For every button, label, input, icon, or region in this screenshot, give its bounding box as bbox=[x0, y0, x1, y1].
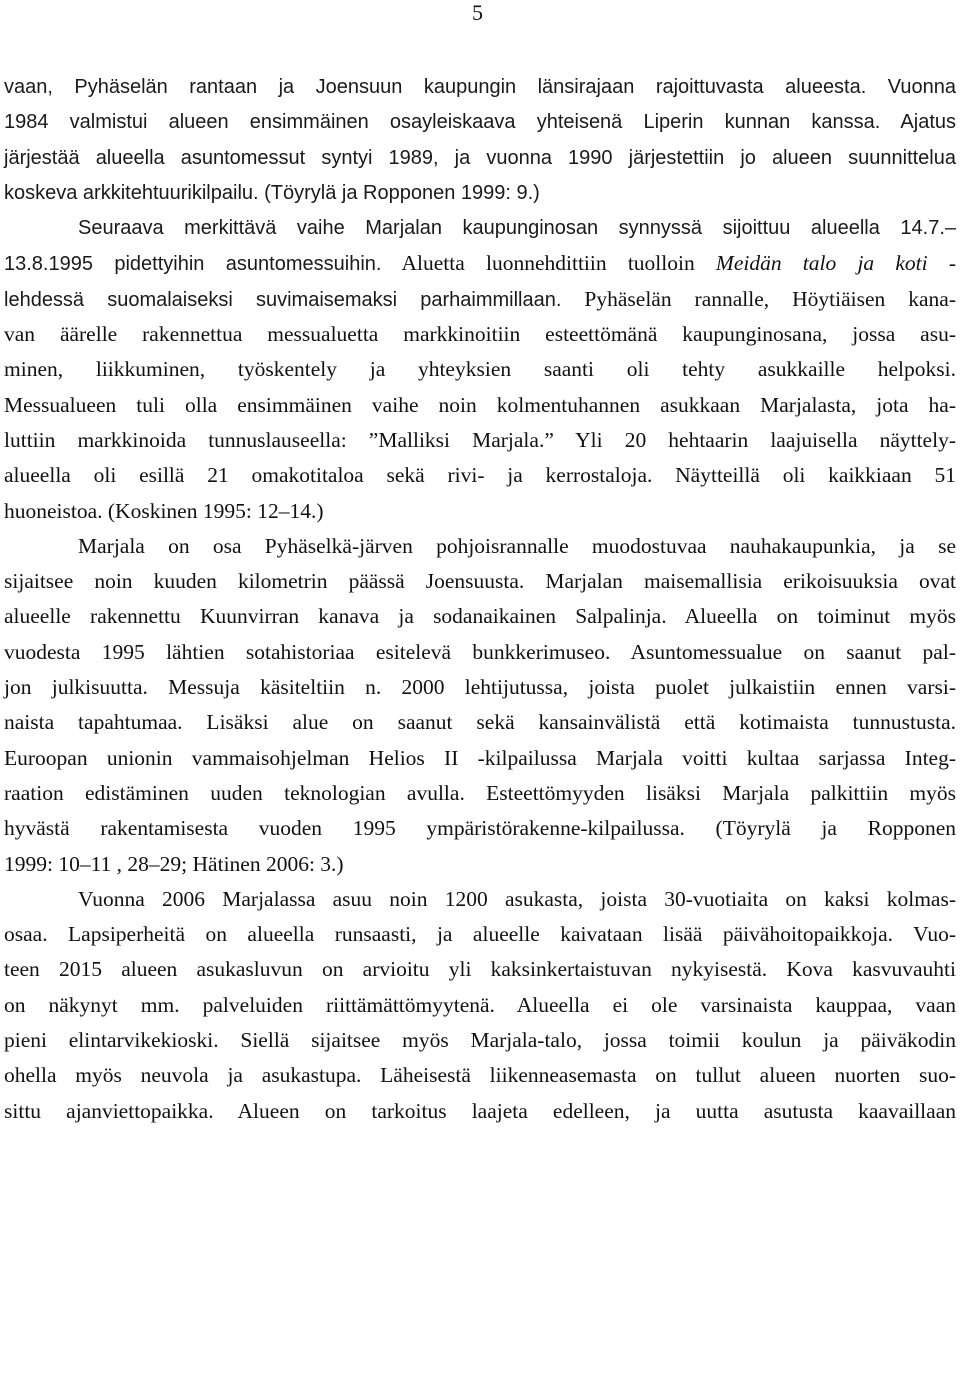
text-line-27: on näkynyt mm. palveluiden riittämättömyytenä. Alueella ei ole varsinaista kauppaa, vaan bbox=[4, 992, 956, 1017]
text-line-16: alueelle rakennettu Kuunvirran kanava ja sodanaikainen Salpalinja. Alueella on toiminut myös bbox=[4, 604, 956, 629]
text-line-11: luttiin markkinoida tunnuslauseella: ”Malliksi Marjala.” Yli 20 hehtaarin laajuisella näyttely- bbox=[4, 427, 956, 452]
text-span-serif: Pyhäselän rannalle, Höytiäisen kana- bbox=[561, 286, 956, 311]
text-line-26: teen 2015 alueen asukasluvun on arvioitu yli kaksinkertaistuvan nykyisestä. Kova kasvuvauhti bbox=[4, 957, 956, 982]
text-line-6 bbox=[0, 246, 960, 281]
text-line-22: hyvästä rakentamisesta vuoden 1995 ympäristörakenne-kilpailussa. (Töyrylä ja Ropponen bbox=[4, 816, 956, 841]
text-line-29: ohella myös neuvola ja asukastupa. Läheisestä liikenneasemasta on tullut alueen nuorten suo- bbox=[4, 1063, 956, 1088]
text-line-15: sijaitsee noin kuuden kilometrin päässä Joensuusta. Marjalan maisemallisia erikoisuuksia ovat bbox=[4, 569, 956, 594]
text-line-21: raation edistäminen uuden teknologian avulla. Esteettömyyden lisäksi Marjala palkittiin myös bbox=[4, 780, 956, 805]
text-span-serif: Aluetta luonnehdittiin tuolloin bbox=[381, 251, 716, 276]
text-line-25: osaa. Lapsiperheitä on alueella runsaasti, ja alueelle kaivataan lisää päivähoitopaikkoja. Vuo- bbox=[4, 922, 956, 947]
text-line-4: koskeva arkkitehtuurikilpailu. (Töyrylä ja Ropponen 1999: 9.) bbox=[4, 181, 540, 204]
text-line-28: pieni elintarvikekioski. Siellä sijaitsee myös Marjala-talo, jossa toimii koulun ja päiväkodin bbox=[4, 1028, 956, 1053]
text-line-18: jon julkisuutta. Messuja käsiteltiin n. 2000 lehtijutussa, joista puolet julkaistiin ennen varsi- bbox=[4, 675, 956, 700]
text-line-14: Marjala on osa Pyhäselkä-järven pohjoisrannalle muodostuvaa nauhakaupunkia, ja se bbox=[78, 533, 956, 558]
text-span-serif-end: - bbox=[927, 251, 957, 276]
text-line-10: Messualueen tuli olla ensimmäinen vaihe noin kolmentuhannen asukkaan Marjalasta, jota ha- bbox=[4, 392, 956, 417]
text-line-5: Seuraava merkittävä vaihe Marjalan kaupunginosan synnyssä sijoittuu alueella 14.7.– bbox=[78, 217, 956, 240]
magazine-title: Meidän talo ja koti bbox=[715, 251, 928, 276]
text-line-19: naista tapahtumaa. Lisäksi alue on saanut sekä kansainvälistä että kotimaista tunnustusta. bbox=[4, 710, 956, 735]
text-line-23: 1999: 10–11 , 28–29; Hätinen 2006: 3.) bbox=[4, 851, 344, 876]
text-line-24: Vuonna 2006 Marjalassa asuu noin 1200 asukasta, joista 30-vuotiaita on kaksi kolmas- bbox=[78, 886, 956, 911]
text-line-8: van äärelle rakennettua messualuetta markkinoitiin esteettömänä kaupunginosana, jossa asu- bbox=[4, 322, 956, 347]
page-number: 5 bbox=[472, 0, 483, 25]
text-line-7 bbox=[0, 282, 960, 317]
text-span-sans: lehdessä suomalaiseksi suvimaisemaksi parhaimmillaan. bbox=[4, 288, 562, 311]
text-line-9: minen, liikkuminen, työskentely ja yhteyksien saanti oli tehty asukkaille helpoksi. bbox=[4, 357, 956, 382]
body-text bbox=[0, 70, 960, 1129]
text-line-20: Euroopan unionin vammaisohjelman Helios II -kilpailussa Marjala voitti kultaa sarjassa Integ- bbox=[4, 745, 956, 770]
text-line-1: vaan, Pyhäselän rantaan ja Joensuun kaupungin länsirajaan rajoittuvasta alueesta. Vuonna bbox=[4, 76, 956, 98]
text-span-sans: 13.8.1995 pidettyihin asuntomessuihin. bbox=[4, 253, 382, 276]
text-line-30: sittu ajanviettopaikka. Alueen on tarkoitus laajeta edelleen, ja uutta asutusta kaavaillaan bbox=[4, 1098, 956, 1123]
text-line-17: vuodesta 1995 lähtien sotahistoriaa esitelevä bunkkerimuseo. Asuntomessualue on saanut pal- bbox=[4, 639, 956, 664]
text-line-2: 1984 valmistui alueen ensimmäinen osayleiskaava yhteisenä Liperin kunnan kanssa. Ajatus bbox=[4, 111, 956, 134]
text-line-3: järjestää alueella asuntomessut syntyi 1989, ja vuonna 1990 järjestettiin jo alueen suunnittelua bbox=[4, 146, 956, 169]
text-line-12: alueella oli esillä 21 omakotitaloa sekä rivi- ja kerrostaloja. Näytteillä oli kaikkiaan 51 bbox=[4, 463, 956, 488]
text-line-13: huoneistoa. (Koskinen 1995: 12–14.) bbox=[4, 498, 324, 523]
